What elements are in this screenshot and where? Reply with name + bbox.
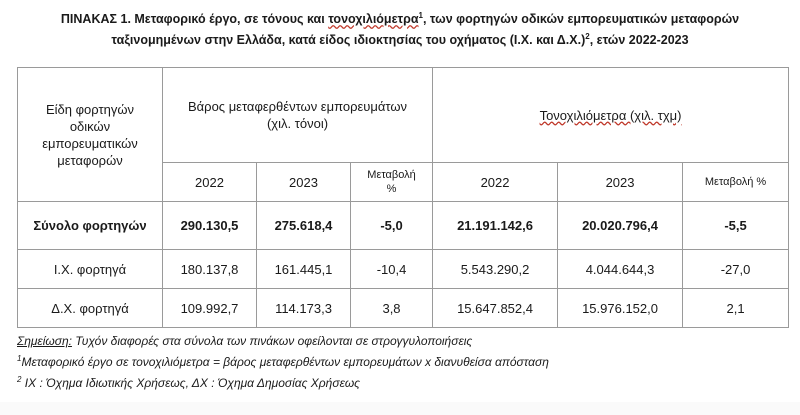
cell-value: -5,5 [683, 202, 789, 250]
header-row-1 [18, 68, 789, 163]
col-weight-2023: 2023 [257, 163, 351, 202]
category-header-line: μεταφορών [57, 152, 123, 168]
category-header [18, 68, 163, 202]
title-text-d: , ετών 2022-2023 [589, 33, 689, 48]
footnote-2 [17, 371, 787, 392]
title-line-1 [0, 7, 800, 28]
title-text-b: , των φορτηγών οδικών εμπορευματικών μεταφορών [422, 12, 740, 27]
footnote-2-text: ΙΧ : Όχημα Ιδιωτικής Χρήσεως, ΔΧ : Όχημα Δημοσίας Χρήσεως [21, 376, 361, 390]
col-weight-change [351, 163, 433, 202]
footnote-1-text: Μεταφορικό έργο σε τονοχιλιόμετρα = βάρος μεταφερθέντων εμπορευμάτων x διανυθείσα απόσταση [21, 355, 549, 369]
title-text-a: ΠΙΝΑΚΑΣ 1. Μεταφορικό έργο, σε τόνους και [60, 12, 329, 27]
note-text: Τυχόν διαφορές στα σύνολα των πινάκων οφείλονται σε στρογγυλοποιήσεις [71, 334, 473, 348]
cell-value: 2,1 [683, 289, 789, 328]
table-row [18, 289, 789, 328]
cell-value: 20.020.796,4 [558, 202, 683, 250]
data-table [17, 67, 789, 328]
footnote-1 [17, 350, 787, 371]
col-weight-change-line: % [386, 183, 397, 195]
title-line-2 [0, 28, 800, 49]
col-weight-2022: 2022 [163, 163, 257, 202]
table-title [0, 7, 800, 49]
category-header-line: οδικών [69, 118, 111, 134]
col-weight-change-line: Μεταβολή [367, 169, 416, 181]
col-tonkm-2023: 2023 [558, 163, 683, 202]
cell-value: 290.130,5 [163, 202, 257, 250]
cell-value: 161.445,1 [257, 250, 351, 289]
row-label: Σύνολο φορτηγών [18, 202, 163, 250]
cell-value: 21.191.142,6 [433, 202, 558, 250]
category-header-line: εμπορευματικών [42, 135, 138, 151]
title-footnote-1: 1 [418, 11, 423, 20]
tonkm-group-label: Τονοχιλιόμετρα (χιλ. τχμ) [539, 107, 682, 123]
cell-value: -10,4 [351, 250, 433, 289]
row-label: Ι.Χ. φορτηγά [18, 250, 163, 289]
tonkm-group-header [433, 68, 789, 163]
title-text-c: ταξινομημένων στην Ελλάδα, κατά είδος ιδιοκτησίας του οχήματος (Ι.Χ. και Δ.Χ.) [111, 33, 586, 48]
bottom-strip [0, 402, 800, 415]
title-footnote-2: 2 [585, 32, 590, 42]
cell-value: 4.044.644,3 [558, 250, 683, 289]
cell-value: 15.976.152,0 [558, 289, 683, 328]
cell-value: 180.137,8 [163, 250, 257, 289]
cell-value: 3,8 [351, 289, 433, 328]
weight-group-header [163, 68, 433, 163]
cell-value: 114.173,3 [257, 289, 351, 328]
cell-value: -27,0 [683, 250, 789, 289]
col-tonkm-change: Μεταβολή % [683, 163, 789, 202]
weight-group-line: Βάρος μεταφερθέντων εμπορευμάτων [188, 99, 408, 114]
footnote-2-marker: 2 [17, 375, 22, 384]
note-rounding [17, 333, 787, 350]
cell-value: 109.992,7 [163, 289, 257, 328]
category-header-line: Είδη φορτηγών [45, 101, 135, 117]
table-row [18, 202, 789, 250]
notes [17, 333, 787, 392]
footnote-1-marker: 1 [17, 354, 22, 363]
cell-value: 15.647.852,4 [433, 289, 558, 328]
weight-group-line: (χιλ. τόνοι) [266, 116, 329, 131]
cell-value: 275.618,4 [257, 202, 351, 250]
cell-value: -5,0 [351, 202, 433, 250]
note-label: Σημείωση: [17, 334, 72, 348]
col-tonkm-2022: 2022 [433, 163, 558, 202]
cell-value: 5.543.290,2 [433, 250, 558, 289]
table-row [18, 250, 789, 289]
title-text-underlined: τονοχιλιόμετρα [328, 12, 419, 27]
row-label: Δ.Χ. φορτηγά [18, 289, 163, 328]
